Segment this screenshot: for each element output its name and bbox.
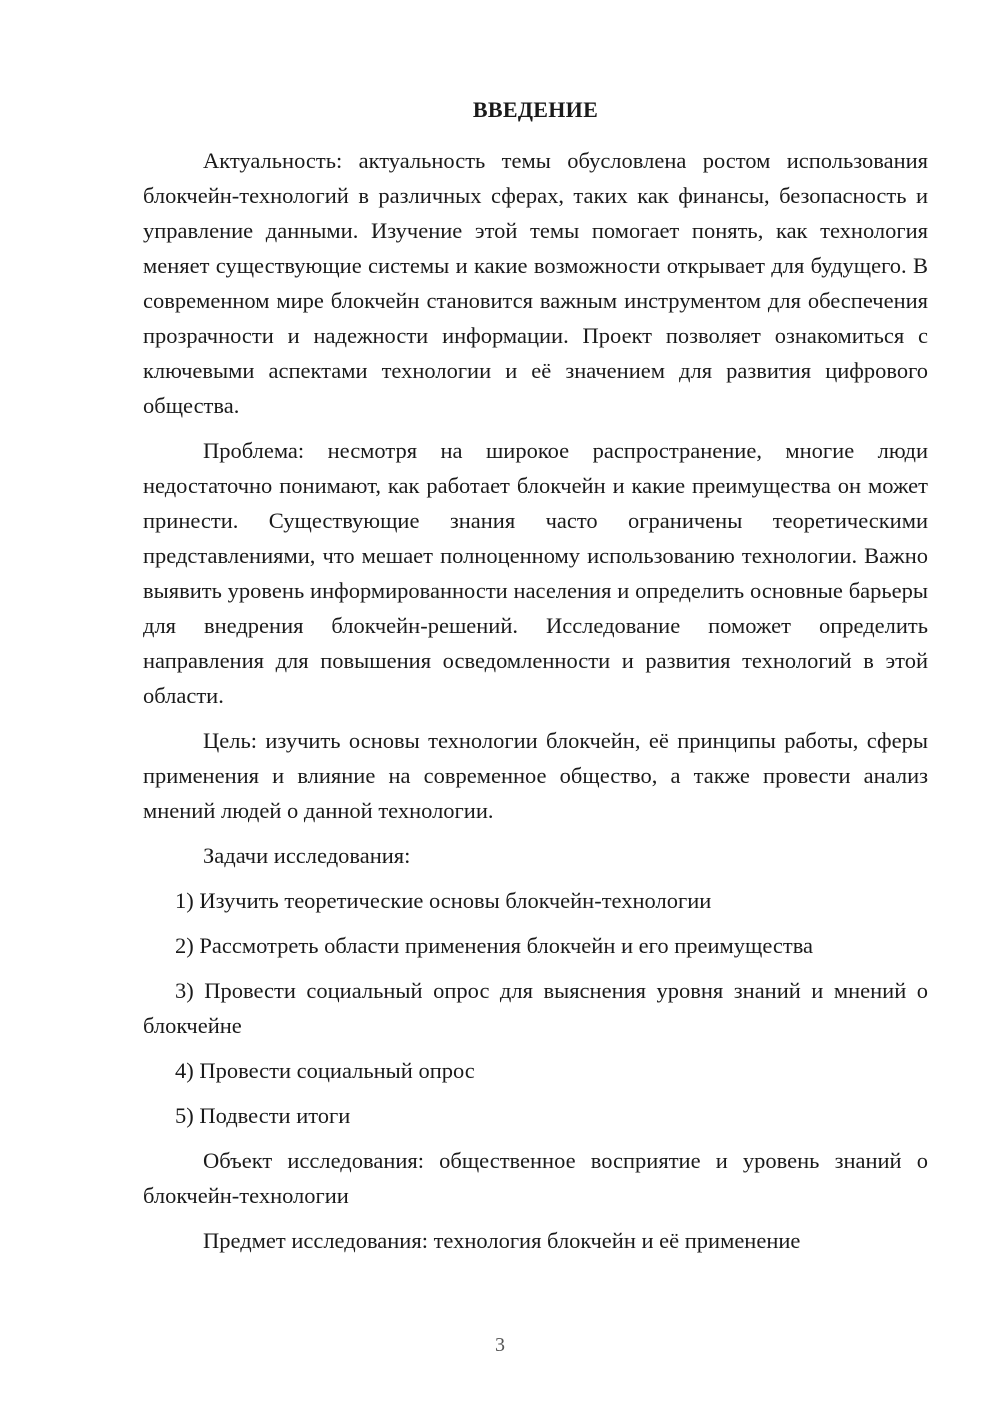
- document-body: [143, 143, 928, 1268]
- page-title: ВВЕДЕНИЕ: [472, 97, 599, 122]
- research-subject-paragraph: Предмет исследования: технология блокчейн и её применение: [203, 1228, 801, 1253]
- tasks-heading: Задачи исследования:: [203, 843, 411, 868]
- task-item: 2) Рассмотреть области применения блокчейн и его преимущества: [175, 933, 814, 958]
- relevance-paragraph: Актуальность: актуальность темы обусловлена ростом использования блокчейн-технологий в различных сферах, таких как финансы, безопасность и управление данными. Изучение этой темы помогает понять, как технология меняет существующие системы и какие возможности открывает для будущего. В современном мире блокчейн становится важным инструментом для обеспечения прозрачности и надежности информации. Проект позволяет ознакомиться с ключевыми аспектами технологии и её значением для развития цифрового общества.: [143, 148, 928, 418]
- research-object-paragraph: Объект исследования: общественное восприятие и уровень знаний о блокчейн-технологии: [143, 1148, 928, 1208]
- task-item: 1) Изучить теоретические основы блокчейн-технологии: [175, 888, 712, 913]
- task-item: 4) Провести социальный опрос: [175, 1058, 475, 1083]
- task-item: 5) Подвести итоги: [175, 1103, 351, 1128]
- task-item: 3) Провести социальный опрос для выяснения уровня знаний и мнений о блокчейне: [143, 978, 928, 1038]
- goal-paragraph: Цель: изучить основы технологии блокчейн, её принципы работы, сферы применения и влияние на современное общество, а также провести анализ мнений людей о данной технологии.: [143, 728, 928, 823]
- problem-paragraph: Проблема: несмотря на широкое распространение, многие люди недостаточно понимают, как работает блокчейн и какие преимущества он может принести. Существующие знания часто ограничены теоретическими представлениями, что мешает полноценному использованию технологии. Важно выявить уровень информированности населения и определить основные барьеры для внедрения блокчейн-решений. Исследование поможет определить направления для повышения осведомленности и развития технологий в этой области.: [143, 438, 928, 708]
- page-number: 3: [495, 1334, 505, 1356]
